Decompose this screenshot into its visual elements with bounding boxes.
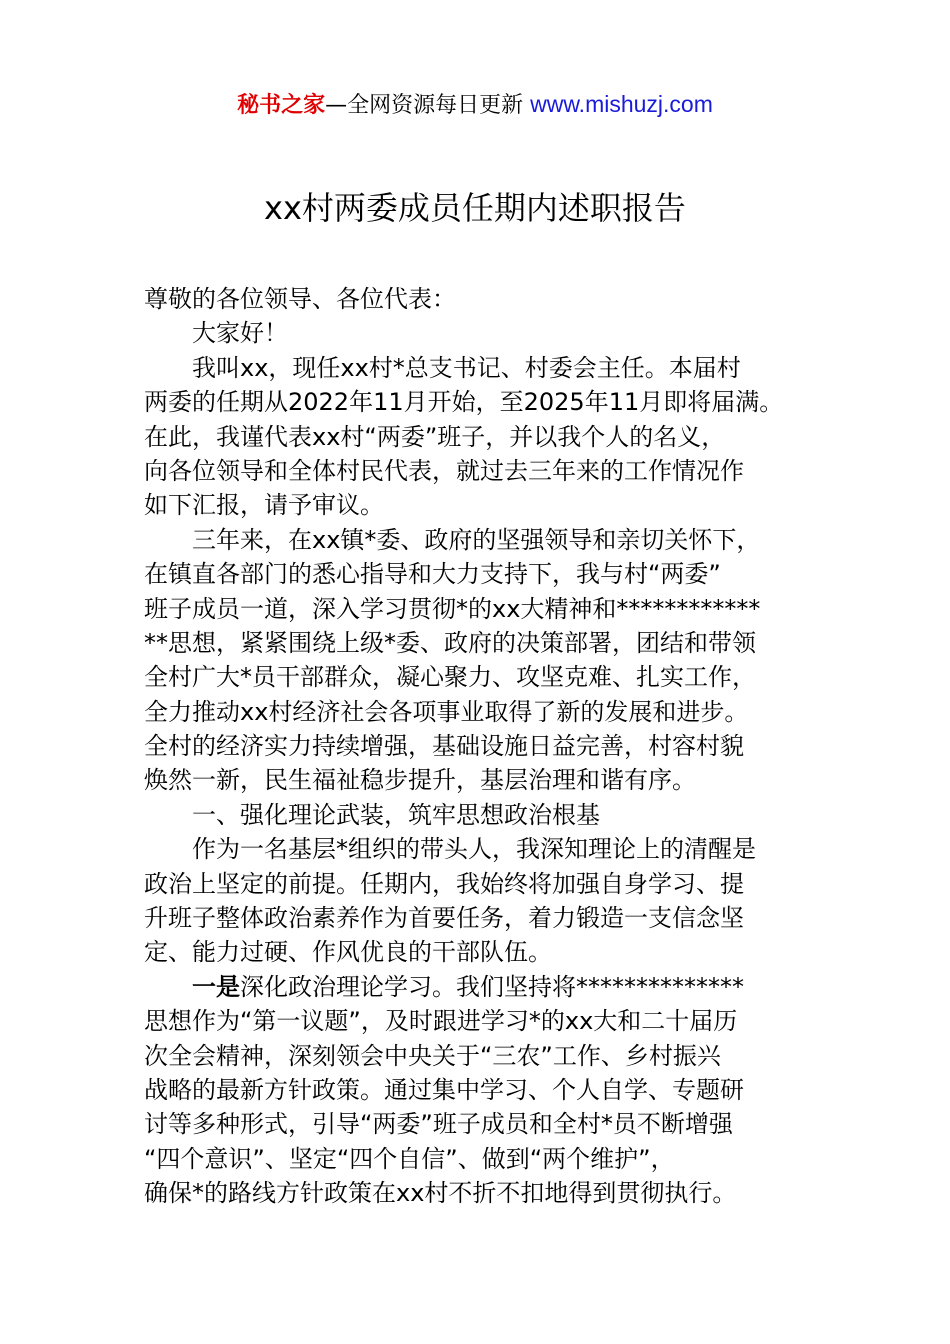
text-line bbox=[144, 454, 810, 488]
line-text: 向各位领导和全体村民代表，就过去三年来的工作情况作 bbox=[144, 456, 744, 485]
text-line bbox=[144, 351, 810, 385]
text-line bbox=[144, 867, 810, 901]
line-text: 全村广大*员干部群众，凝心聚力、攻坚克难、扎实工作， bbox=[144, 663, 756, 692]
text-line bbox=[144, 488, 810, 522]
line-text: 全村的经济实力持续增强，基础设施日益完善，村容村貌 bbox=[144, 732, 744, 761]
line-text: 定、能力过硬、作风优良的干部队伍。 bbox=[144, 938, 552, 967]
line-text: 确保*的路线方针政策在xx村不折不扣地得到贯彻执行。 bbox=[144, 1179, 737, 1208]
line-text: 在此，我谨代表xx村“两委”班子，并以我个人的名义， bbox=[144, 422, 726, 451]
line-text: “四个意识”、坚定“四个自信”、做到“两个维护”， bbox=[144, 1144, 675, 1173]
line-text: 作为一名基层*组织的带头人，我深知理论上的清醒是 bbox=[192, 835, 756, 864]
text-line bbox=[144, 729, 810, 763]
line-text: 三年来，在xx镇*委、政府的坚强领导和亲切关怀下， bbox=[192, 525, 761, 554]
line-text: 班子成员一道，深入学习贯彻*的xx大精神和************ bbox=[144, 594, 761, 623]
text-line bbox=[144, 592, 810, 626]
text-line bbox=[144, 626, 810, 660]
line-text: 政治上坚定的前提。任期内，我始终将加强自身学习、提 bbox=[144, 869, 744, 898]
line-text: 战略的最新方针政策。通过集中学习、个人自学、专题研 bbox=[144, 1075, 744, 1104]
line-text: 两委的任期从2022年11月开始，至2025年11月即将届满。 bbox=[144, 388, 784, 417]
line-text: 次全会精神，深刻领会中央关于“三农”工作、乡村振兴 bbox=[144, 1041, 721, 1070]
text-line bbox=[144, 557, 810, 591]
text-line bbox=[144, 901, 810, 935]
text-line bbox=[144, 282, 810, 316]
text-line bbox=[144, 1107, 810, 1141]
line-text: 大家好！ bbox=[192, 319, 288, 348]
text-line bbox=[144, 660, 810, 694]
line-text: 尊敬的各位领导、各位代表： bbox=[144, 285, 456, 313]
line-text: 一、强化理论武装，筑牢思想政治根基 bbox=[192, 800, 600, 829]
document-body bbox=[144, 282, 810, 1211]
line-text: 全力推动xx村经济社会各项事业取得了新的发展和进步。 bbox=[144, 697, 749, 726]
line-text: 在镇直各部门的悉心指导和大力支持下，我与村“两委” bbox=[144, 560, 721, 589]
text-line bbox=[144, 316, 810, 350]
text-line bbox=[144, 695, 810, 729]
line-text: 思想作为“第一议题”，及时跟进学习*的xx大和二十届历 bbox=[144, 1007, 738, 1036]
text-line bbox=[144, 1176, 810, 1210]
text-line bbox=[144, 385, 810, 419]
line-text: 深化政治理论学习。我们坚持将************** bbox=[240, 972, 744, 1001]
text-line bbox=[144, 935, 810, 969]
line-text: **思想，紧紧围绕上级*委、政府的决策部署，团结和带领 bbox=[144, 628, 756, 657]
text-line bbox=[144, 1039, 810, 1073]
text-line bbox=[144, 763, 810, 797]
text-line bbox=[144, 1073, 810, 1107]
text-line bbox=[144, 798, 810, 832]
site-header bbox=[0, 88, 950, 122]
document-title: xx村两委成员任期内述职报告 bbox=[264, 189, 686, 227]
line-text: 如下汇报，请予审议。 bbox=[144, 491, 384, 520]
line-text: 我叫xx，现任xx村*总支书记、村委会主任。本届村 bbox=[192, 353, 741, 382]
line-text: 讨等多种形式，引导“两委”班子成员和全村*员不断增强 bbox=[144, 1110, 733, 1139]
bold-lead: 一是 bbox=[192, 972, 240, 1001]
brand-name: 秘书之家 bbox=[237, 93, 326, 118]
line-text: 升班子整体政治素养作为首要任务，着力锻造一支信念坚 bbox=[144, 904, 744, 933]
header-slogan: —全网资源每日更新 bbox=[325, 93, 531, 118]
text-line bbox=[144, 1004, 810, 1038]
text-line bbox=[144, 970, 810, 1004]
text-line bbox=[144, 420, 810, 454]
text-line bbox=[144, 523, 810, 557]
line-text: 焕然一新，民生福祉稳步提升，基层治理和谐有序。 bbox=[144, 766, 696, 795]
text-line bbox=[144, 832, 810, 866]
site-url[interactable]: www.mishuzj.com bbox=[530, 91, 713, 117]
text-line bbox=[144, 1142, 810, 1176]
